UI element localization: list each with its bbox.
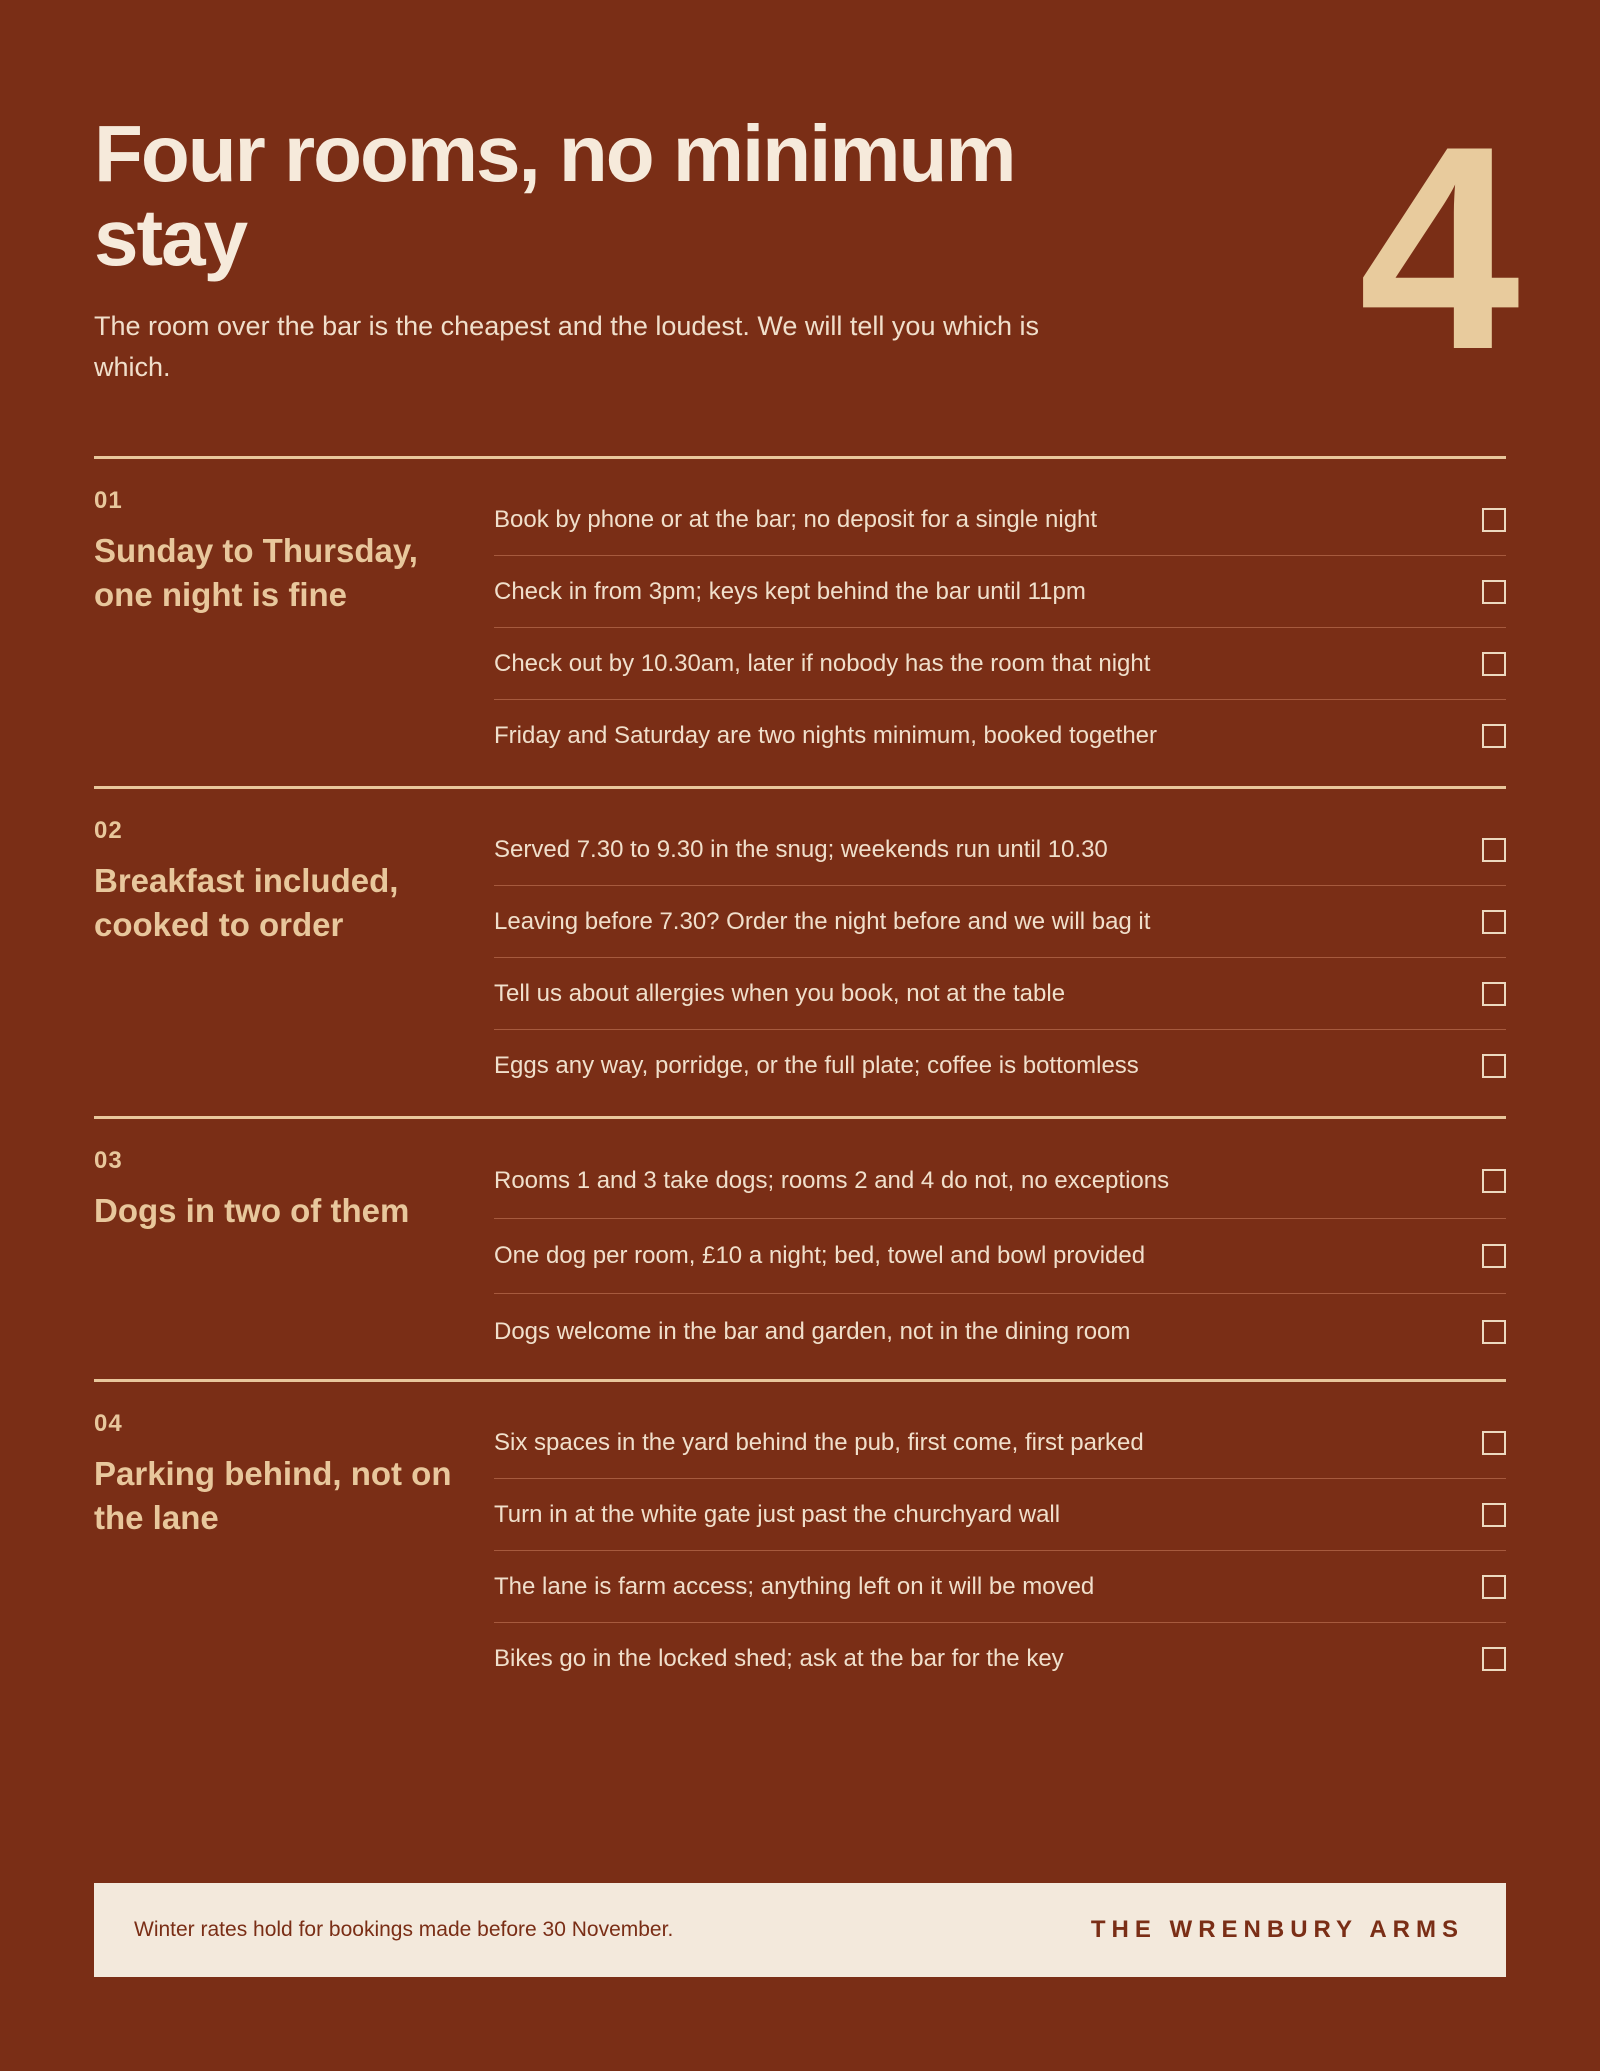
checkbox[interactable] — [1482, 652, 1506, 676]
checkbox[interactable] — [1482, 910, 1506, 934]
checklist-item — [494, 1030, 1506, 1102]
checklist-item — [494, 700, 1506, 772]
page-title: Four rooms, no minimum stay — [94, 109, 1015, 282]
checkbox[interactable] — [1482, 1431, 1506, 1455]
checklist-item — [494, 1407, 1506, 1479]
checklist-item — [494, 1479, 1506, 1551]
checklist — [494, 1144, 1506, 1369]
checklist-item-text: Served 7.30 to 9.30 in the snug; weekends run until 10.30 — [494, 835, 1108, 863]
checkbox[interactable] — [1482, 724, 1506, 748]
header — [94, 86, 1512, 412]
section-number: 02 — [94, 817, 123, 844]
checklist-item-text: Book by phone or at the bar; no deposit for a single night — [494, 505, 1098, 533]
checklist-item-text: Dogs welcome in the bar and garden, not in the dining room — [494, 1317, 1131, 1345]
checkbox[interactable] — [1482, 838, 1506, 862]
checkbox[interactable] — [1482, 1244, 1506, 1268]
section-title: Sunday to Thursday, one night is fine — [94, 532, 418, 613]
section-number: 03 — [94, 1147, 123, 1174]
section-breakfast — [94, 786, 1506, 1117]
checkbox[interactable] — [1482, 508, 1506, 532]
brand-name: THE WRENBURY ARMS — [1090, 1916, 1464, 1943]
checklist-item — [494, 958, 1506, 1030]
checklist-item-text: Leaving before 7.30? Order the night before and we will bag it — [494, 907, 1151, 935]
checklist-item-text: Check out by 10.30am, later if nobody has the room that night — [494, 649, 1151, 677]
checkbox[interactable] — [1482, 1169, 1506, 1193]
checklist-item-text: Eggs any way, porridge, or the full plate; coffee is bottomless — [494, 1052, 1139, 1079]
checklist — [494, 814, 1506, 1102]
checklist-item — [494, 484, 1506, 556]
checklist-item — [494, 886, 1506, 958]
section-title: Breakfast included, cooked to order — [94, 862, 399, 943]
checklist-item — [494, 1623, 1506, 1695]
checklist-item-text: One dog per room, £10 a night; bed, towel and bowl provided — [494, 1242, 1146, 1269]
checklist — [494, 1407, 1506, 1695]
checkbox[interactable] — [1482, 1503, 1506, 1527]
checklist-item-text: Bikes go in the locked shed; ask at the bar for the key — [494, 1645, 1064, 1672]
section-title: Dogs in two of them — [94, 1192, 410, 1229]
checklist-item-text: Tell us about allergies when you book, not at the table — [494, 979, 1066, 1007]
checklist-item — [494, 1219, 1506, 1294]
checklist-item — [494, 814, 1506, 886]
checklist-item — [494, 1294, 1506, 1369]
section-dogs — [94, 1116, 1506, 1381]
checklist-item — [494, 556, 1506, 628]
section-title: Parking behind, not on the lane — [94, 1455, 452, 1536]
checklist-item-text: Rooms 1 and 3 take dogs; rooms 2 and 4 do not, no exceptions — [494, 1167, 1170, 1194]
checklist-item-text: Six spaces in the yard behind the pub, first come, first parked — [494, 1428, 1144, 1456]
checkbox[interactable] — [1482, 1575, 1506, 1599]
checkbox[interactable] — [1482, 1054, 1506, 1078]
room-count-number: 4 — [1358, 86, 1512, 410]
checkbox[interactable] — [1482, 1647, 1506, 1671]
page-subtitle: The room over the bar is the cheapest and the loudest. We will tell you which is which. — [94, 311, 1039, 382]
checklist-item-text: Friday and Saturday are two nights minimum, booked together — [494, 722, 1158, 749]
checklist — [494, 484, 1506, 772]
checkbox[interactable] — [1482, 1320, 1506, 1344]
footer-note: Winter rates hold for bookings made before 30 November. — [134, 1918, 674, 1941]
section-number: 04 — [94, 1410, 123, 1437]
checklist-item-text: Check in from 3pm; keys kept behind the bar until 11pm — [494, 577, 1086, 605]
checklist-item-text: Turn in at the white gate just past the churchyard wall — [494, 1500, 1061, 1528]
section-parking — [94, 1379, 1506, 1712]
footer-bar — [94, 1883, 1506, 1977]
checkbox[interactable] — [1482, 580, 1506, 604]
checklist-item-text: The lane is farm access; anything left on it will be moved — [494, 1572, 1095, 1600]
section-number: 01 — [94, 487, 123, 514]
page — [94, 0, 1512, 2071]
checkbox[interactable] — [1482, 982, 1506, 1006]
section-stay — [94, 456, 1506, 787]
checklist-item — [494, 628, 1506, 700]
checklist-item — [494, 1144, 1506, 1219]
checklist-item — [494, 1551, 1506, 1623]
